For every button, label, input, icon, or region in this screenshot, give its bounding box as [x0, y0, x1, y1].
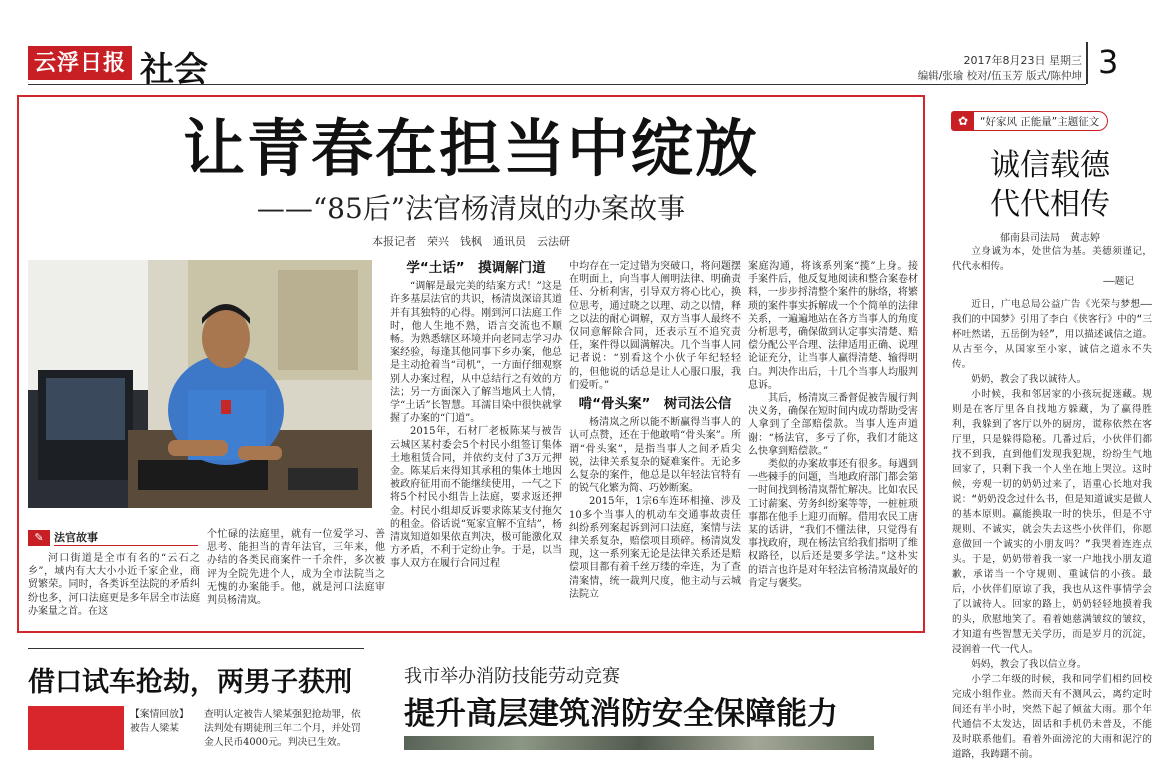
article-paragraph: 其后，杨清岚三番督促被告履行判决义务，确保在短时间内成功帮助受害人拿到了全部赔偿款。当事人连声道谢：“杨法官，多亏了你，我们才能这么快拿到赔偿款。” — [748, 393, 918, 457]
essay-paragraph: 奶奶，教会了我以诚待人。 — [971, 374, 1087, 385]
editor-credits: 编辑/张瑜 校对/伍玉芳 版式/陈仲坤 — [917, 70, 1082, 82]
case-icon — [28, 706, 124, 750]
feature-headline: 让青春在担当中绽放 — [182, 112, 759, 185]
fire-story-photo — [404, 736, 874, 750]
feature-byline: 本报记者 荣兴 钱枫 通讯员 云法研 — [372, 235, 570, 248]
article-paragraph: 河口街道是全市有名的“云石之乡”，域内有大大小小近千家企业，商贸繁荣。同时，各类诉至法院的矛盾纠纷也多，河口法庭更是多年居全市法庭办案量之首。在这 — [28, 553, 200, 617]
article-paragraph: 2015年，1宗6车连环相撞、涉及10多个当事人的机动车交通事故责任纠纷系列案起诉到河口法庭，案情与法律关系复杂，赔偿项目琐碎。杨清岚发现，这一系列案无论是法律关系还是赔偿项目都有着千丝万缕的牵连，为了查清案情，统一裁判尺度，他主动与云城法院立 — [569, 496, 741, 600]
essay-paragraph: 近日，广电总局公益广告《光荣与梦想——我们的中国梦》引用了李白《侠客行》中的“三杯吐然诺，五岳倒为轻”，用以描述诚信之道。从古至今，从国家至小家，诚信之道永不失传。 — [952, 299, 1152, 370]
sidebar-title-line-1: 诚信载德 — [990, 148, 1110, 183]
article-paragraph: 案庭沟通，将该系列案“揽”上身。接手案件后，他反复地阅读和整合案卷材料，一步步捋清整个案件的脉络，将繁琐的案件事实拆解成一个个简单的法律关系，一遍遍地站在各方当事人的角度分析思考，确保做到认定事实清楚、赔偿分配公平合理、法律适用正确、说理论证充分，让当事人赢得清楚、输得明白。判决作出后，十几个当事人均服判息诉。 — [748, 261, 918, 391]
newspaper-logo: 云浮日报 — [28, 46, 132, 80]
sidebar-essay-body — [952, 244, 1152, 760]
article-paragraph: “调解是最完美的结案方式！”这是许多基层法官的共识，杨清岚深谙其道并有其独特的心得。刚到河口法庭工作时，他人生地不熟，语言交流也不顺畅。为熟悉辖区环境并向老同志学习办案经验，每逢其他同事下乡办案，他总是主动抢着当“司机”，一方面仔细观察别人办案过程，从中总结行之有效的方法；另一方面深入了解当地风土人情，学“土话”长智慧。耳濡目染中很快就掌握了办案的“门道”。 — [390, 281, 562, 425]
article-paragraph: 个忙碌的法庭里，就有一位爱学习、善思考、能担当的青年法官，三年来，他办结的各类民商案件一千余件，多次被评为全院先进个人，成为全市法院当之无愧的办案能手。他，就是河口法庭审判员杨清岚。 — [207, 529, 385, 607]
page-number: 3 — [1086, 42, 1118, 84]
essay-paragraph: 妈妈，教会了我以信立身。 — [971, 659, 1087, 670]
badge-label: “好家风 正能量”主题征文 — [980, 115, 1100, 128]
robbery-story-col-b: 查明认定被告人梁某强犯抢劫罪，依法判处有期徒刑三年二个月，并处罚金人民币4000元。判决已生效。 — [204, 709, 361, 748]
epigraph-attribution: ——题记 — [1103, 276, 1134, 287]
masthead-divider — [28, 84, 1086, 85]
robbery-story-title: 借口试车抢劫，两男子获刑 — [28, 667, 352, 698]
fire-story-title: 提升高层建筑消防安全保障能力 — [404, 696, 838, 732]
article-column-1 — [28, 552, 200, 630]
subhead-learn-dialect: 学“土话” 摸调解门道 — [406, 260, 546, 276]
article-column-2 — [207, 528, 385, 630]
judge-at-desk-illustration — [28, 260, 372, 508]
article-paragraph: 中均存在一定过错为突破口，将问题摆在明面上，向当事人阐明法律、明确责任、分析利害，引导双方将心比心，换位思考，通过晓之以理、动之以情，释之以法的耐心调解，双方当事人最终不仅同意解除合同，还表示互不追究责任，案件得以圆满解决。几个当事人同记者说：“别看这个小伙子年纪轻轻的，但他说的话总是让人心服口服，我们爱听。” — [569, 261, 741, 391]
article-column-5 — [748, 260, 918, 630]
tag-icon: ✎ — [28, 530, 50, 546]
feature-story-box — [17, 95, 925, 633]
robbery-story-col-a: 【案情回放】被告人梁某 — [130, 709, 189, 734]
issue-date: 2017年8月23日 星期三 — [963, 54, 1082, 67]
essay-paragraph: 小时候，我和邻居家的小孩玩捉迷藏。规则是在客厅里各自找地方躲藏，为了赢得胜利，我躲到了客厅以外的厨房，谎称依然在客厅里，只是躲得隐秘。几番过后，小伙伴们都找不到我，直到他们发现我犯规，纷纷生气地回家了，只剩下我一个人坐在地上哭泣。这时候，旁观一切的奶奶过来了，语重心长地对我说：“奶奶没念过什么书，但是知道诚实是做人的基本原则。赢能换取一时的快乐，但是不守规则、不诚实，就会失去这些小伙伴们，你愿意做回一个诚实的小朋友吗？”我哭着连连点头。于是，奶奶带着我一家一户地找小朋友道歉，承诺当一个守规则、重诚信的小孩。最后，小伙伴们原谅了我，我也从这件事情学会了以诚待人。回家的路上，奶奶轻轻地摸着我的头，欣慰地笑了。看着她慈满皱纹的皱纹，才知道有些智慧无关学历，而是岁月的沉淀，浸润着一代一代人。 — [952, 389, 1152, 655]
subhead-tough-cases: 啃“骨头案” 树司法公信 — [578, 396, 732, 413]
sidebar-title-line-2: 代代相传 — [990, 187, 1110, 222]
section-title: 社会 — [140, 50, 208, 90]
bottom-divider — [28, 648, 364, 649]
article-paragraph: 类似的办案故事还有很多。每遇到一些棘手的问题，当地政府部门都会第一时间找到杨清岚帮忙解决。比如农民工讨薪案、劳务纠纷案等等，一桩桩琐事都在他手上迎刃而解。借用农民工唐某的话讲，“我们不懂法律，只觉得有事找政府，现在杨法官给我们指明了维权路径，以后还是要多学法。”这朴实的语言也许是对年轻法官杨清岚最好的肯定与褒奖。 — [748, 459, 918, 589]
section-tag — [28, 529, 198, 546]
sidebar-byline: 郁南县司法局 黄志婷 — [1000, 233, 1100, 244]
feature-subheadline: ——“85后”法官杨清岚的办案故事 — [256, 192, 686, 225]
essay-paragraph: 小学二年级的时候，我和同学们相约回校完成小组作业。然而天有不测风云，离约定时间还有半小时，突然下起了倾盆大雨。那个年代通信不太发达，固话和手机仍未普及，不能及时联系他们。看着外面滂沱的大雨和泥泞的道路，我踌躇不前。 — [952, 674, 1152, 760]
tag-label: 法官故事 — [54, 529, 198, 546]
fire-story-kicker: 我市举办消防技能劳动竞赛 — [404, 666, 620, 687]
judge-photo — [28, 260, 372, 508]
essay-contest-badge — [951, 111, 1108, 131]
flower-icon: ✿ — [952, 112, 974, 130]
article-paragraph: 2015年，石材厂老板陈某与被告云城区某村委会5个村民小组签订集体土地租赁合同，并依约支付了3万元押金。陈某后来得知其承租的集体土地因被政府征用而不能继续使用，一气之下将5个村民小组告上法庭，要求返还押金。村民小组却反诉要求陈某支付拖欠的租金。俗话说“冤家宜解不宜结”，杨清岚知道如果依直判决，极可能激化双方矛盾，不利于定纷止争。于是，以当事人双方在履行合同过程 — [390, 426, 562, 570]
epigraph: 立身诚为本，处世信为基。美德须谨记，代代永相传。 — [952, 246, 1152, 272]
article-column-3 — [390, 260, 562, 630]
article-paragraph: 杨清岚之所以能不断赢得当事人的认可点赞，还在于他敢啃“骨头案”。所谓“骨头案”，是指当事人之间矛盾尖锐，法律关系复杂的疑难案件。无论多么复杂的案件，他总是以年轻法官特有的锐气化繁为简、巧妙断案。 — [569, 417, 741, 495]
article-column-4 — [569, 260, 741, 630]
